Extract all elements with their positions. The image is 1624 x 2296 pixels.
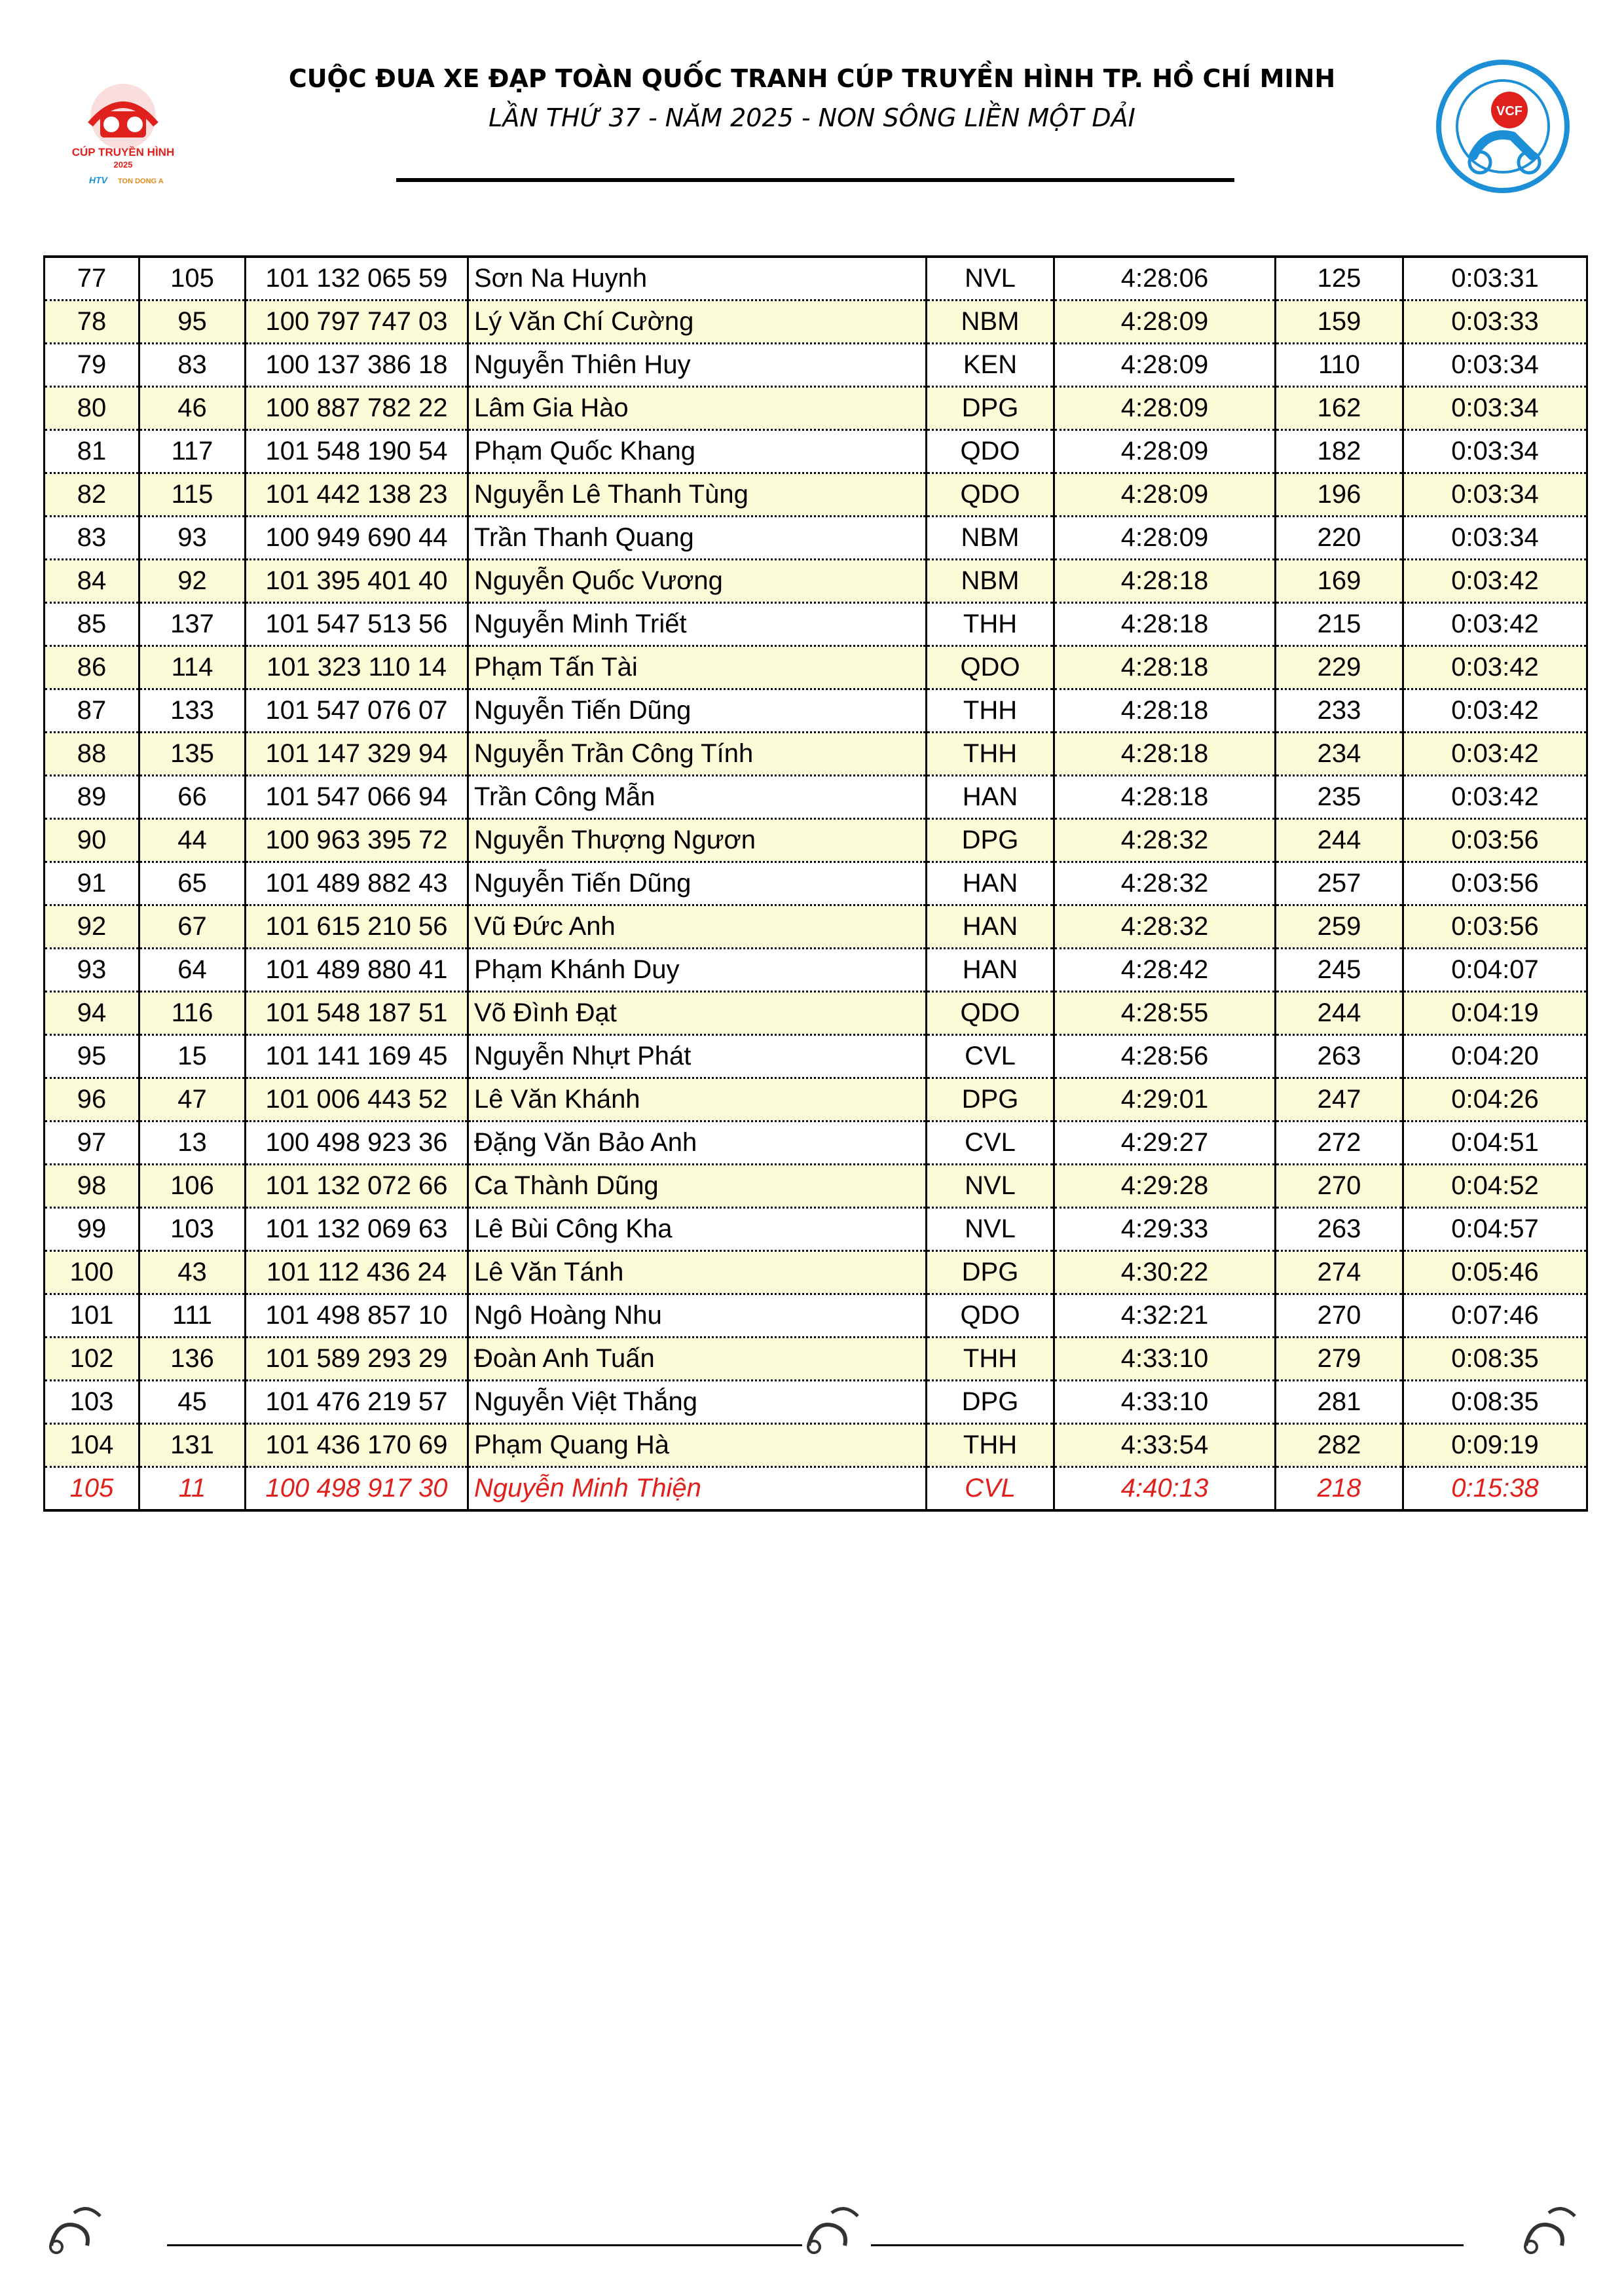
rider-name-cell: Đoàn Anh Tuấn bbox=[468, 1338, 927, 1381]
rider-name-cell: Lê Văn Tánh bbox=[468, 1251, 927, 1294]
points-cell: 270 bbox=[1276, 1294, 1403, 1338]
gap-cell: 0:04:26 bbox=[1403, 1078, 1587, 1121]
table-row bbox=[45, 1338, 1587, 1381]
bib-cell: 83 bbox=[139, 344, 246, 387]
rider-name-cell: Vũ Đức Anh bbox=[468, 905, 927, 949]
rank-cell: 85 bbox=[45, 603, 139, 646]
rank-cell: 89 bbox=[45, 776, 139, 819]
points-cell: 282 bbox=[1276, 1424, 1403, 1467]
rank-cell: 77 bbox=[45, 257, 139, 301]
svg-text:TON DONG A: TON DONG A bbox=[118, 177, 164, 185]
points-cell: 162 bbox=[1276, 387, 1403, 430]
uci-id-cell: 101 132 069 63 bbox=[246, 1208, 468, 1251]
gap-cell: 0:04:07 bbox=[1403, 949, 1587, 992]
team-cell: QDO bbox=[927, 992, 1054, 1035]
table-row bbox=[45, 301, 1587, 344]
team-cell: THH bbox=[927, 1338, 1054, 1381]
cup-truyen-hinh-logo bbox=[71, 79, 175, 190]
uci-id-cell: 101 132 072 66 bbox=[246, 1165, 468, 1208]
gap-cell: 0:08:35 bbox=[1403, 1338, 1587, 1381]
rank-cell: 99 bbox=[45, 1208, 139, 1251]
rider-name-cell: Ca Thành Dũng bbox=[468, 1165, 927, 1208]
table-row bbox=[45, 344, 1587, 387]
svg-text:CÚP TRUYỀN HÌNH: CÚP TRUYỀN HÌNH bbox=[71, 146, 175, 158]
team-cell: DPG bbox=[927, 819, 1054, 862]
team-cell: NBM bbox=[927, 301, 1054, 344]
team-cell: CVL bbox=[927, 1035, 1054, 1078]
time-cell: 4:28:18 bbox=[1054, 646, 1276, 689]
rider-name-cell: Võ Đình Đạt bbox=[468, 992, 927, 1035]
bib-cell: 15 bbox=[139, 1035, 246, 1078]
points-cell: 234 bbox=[1276, 733, 1403, 776]
uci-id-cell: 101 489 880 41 bbox=[246, 949, 468, 992]
team-cell: NBM bbox=[927, 517, 1054, 560]
table-row bbox=[45, 1035, 1587, 1078]
bib-cell: 11 bbox=[139, 1467, 246, 1511]
table-row bbox=[45, 1294, 1587, 1338]
bib-cell: 46 bbox=[139, 387, 246, 430]
table-row bbox=[45, 1424, 1587, 1467]
table-row bbox=[45, 603, 1587, 646]
points-cell: 244 bbox=[1276, 819, 1403, 862]
table-row bbox=[45, 517, 1587, 560]
gap-cell: 0:03:34 bbox=[1403, 473, 1587, 517]
rank-cell: 84 bbox=[45, 560, 139, 603]
rider-name-cell: Phạm Quang Hà bbox=[468, 1424, 927, 1467]
team-cell: THH bbox=[927, 603, 1054, 646]
table-row bbox=[45, 387, 1587, 430]
team-cell: DPG bbox=[927, 1251, 1054, 1294]
cyclist-mark-icon bbox=[796, 2200, 868, 2259]
time-cell: 4:33:10 bbox=[1054, 1381, 1276, 1424]
time-cell: 4:28:32 bbox=[1054, 905, 1276, 949]
bib-cell: 95 bbox=[139, 301, 246, 344]
bib-cell: 65 bbox=[139, 862, 246, 905]
bib-cell: 45 bbox=[139, 1381, 246, 1424]
rank-cell: 96 bbox=[45, 1078, 139, 1121]
rider-name-cell: Nguyễn Tiến Dũng bbox=[468, 689, 927, 733]
points-cell: 220 bbox=[1276, 517, 1403, 560]
gap-cell: 0:08:35 bbox=[1403, 1381, 1587, 1424]
time-cell: 4:28:55 bbox=[1054, 992, 1276, 1035]
rank-cell: 91 bbox=[45, 862, 139, 905]
uci-id-cell: 101 006 443 52 bbox=[246, 1078, 468, 1121]
uci-id-cell: 101 141 169 45 bbox=[246, 1035, 468, 1078]
points-cell: 270 bbox=[1276, 1165, 1403, 1208]
rank-cell: 80 bbox=[45, 387, 139, 430]
time-cell: 4:33:10 bbox=[1054, 1338, 1276, 1381]
rider-name-cell: Phạm Quốc Khang bbox=[468, 430, 927, 473]
table-row bbox=[45, 819, 1587, 862]
points-cell: 244 bbox=[1276, 992, 1403, 1035]
uci-id-cell: 101 132 065 59 bbox=[246, 257, 468, 301]
gap-cell: 0:04:57 bbox=[1403, 1208, 1587, 1251]
gap-cell: 0:04:52 bbox=[1403, 1165, 1587, 1208]
time-cell: 4:28:09 bbox=[1054, 301, 1276, 344]
team-cell: THH bbox=[927, 733, 1054, 776]
bib-cell: 137 bbox=[139, 603, 246, 646]
bib-cell: 111 bbox=[139, 1294, 246, 1338]
gap-cell: 0:03:42 bbox=[1403, 776, 1587, 819]
time-cell: 4:28:42 bbox=[1054, 949, 1276, 992]
team-cell: HAN bbox=[927, 949, 1054, 992]
svg-text:2025: 2025 bbox=[113, 160, 133, 170]
bib-cell: 47 bbox=[139, 1078, 246, 1121]
rider-name-cell: Trần Thanh Quang bbox=[468, 517, 927, 560]
points-cell: 110 bbox=[1276, 344, 1403, 387]
points-cell: 272 bbox=[1276, 1121, 1403, 1165]
table-row bbox=[45, 473, 1587, 517]
rank-cell: 93 bbox=[45, 949, 139, 992]
rider-name-cell: Nguyễn Lê Thanh Tùng bbox=[468, 473, 927, 517]
svg-text:HTV: HTV bbox=[89, 175, 107, 185]
time-cell: 4:28:09 bbox=[1054, 387, 1276, 430]
table-row bbox=[45, 1165, 1587, 1208]
gap-cell: 0:03:33 bbox=[1403, 301, 1587, 344]
rider-name-cell: Nguyễn Quốc Vương bbox=[468, 560, 927, 603]
table-row bbox=[45, 1078, 1587, 1121]
table-row bbox=[45, 1251, 1587, 1294]
uci-id-cell: 100 797 747 03 bbox=[246, 301, 468, 344]
time-cell: 4:28:09 bbox=[1054, 344, 1276, 387]
rank-cell: 78 bbox=[45, 301, 139, 344]
bib-cell: 135 bbox=[139, 733, 246, 776]
time-cell: 4:29:27 bbox=[1054, 1121, 1276, 1165]
rank-cell: 86 bbox=[45, 646, 139, 689]
uci-id-cell: 100 963 395 72 bbox=[246, 819, 468, 862]
team-cell: QDO bbox=[927, 473, 1054, 517]
gap-cell: 0:03:42 bbox=[1403, 646, 1587, 689]
gap-cell: 0:03:42 bbox=[1403, 689, 1587, 733]
uci-id-cell: 100 887 782 22 bbox=[246, 387, 468, 430]
bib-cell: 44 bbox=[139, 819, 246, 862]
rank-cell: 100 bbox=[45, 1251, 139, 1294]
points-cell: 182 bbox=[1276, 430, 1403, 473]
page-footer bbox=[0, 2174, 1624, 2265]
bib-cell: 67 bbox=[139, 905, 246, 949]
table-row bbox=[45, 776, 1587, 819]
rider-name-cell: Nguyễn Thiên Huy bbox=[468, 344, 927, 387]
gap-cell: 0:03:56 bbox=[1403, 905, 1587, 949]
rider-name-cell: Lâm Gia Hào bbox=[468, 387, 927, 430]
rank-cell: 102 bbox=[45, 1338, 139, 1381]
points-cell: 229 bbox=[1276, 646, 1403, 689]
table-row bbox=[45, 689, 1587, 733]
gap-cell: 0:05:46 bbox=[1403, 1251, 1587, 1294]
team-cell: HAN bbox=[927, 905, 1054, 949]
rank-cell: 92 bbox=[45, 905, 139, 949]
table-row bbox=[45, 905, 1587, 949]
table-row bbox=[45, 646, 1587, 689]
team-cell: KEN bbox=[927, 344, 1054, 387]
uci-id-cell: 101 548 187 51 bbox=[246, 992, 468, 1035]
uci-id-cell: 101 547 513 56 bbox=[246, 603, 468, 646]
gap-cell: 0:04:51 bbox=[1403, 1121, 1587, 1165]
uci-id-cell: 101 547 066 94 bbox=[246, 776, 468, 819]
results-table bbox=[43, 255, 1588, 1512]
vcf-logo bbox=[1434, 58, 1572, 195]
points-cell: 247 bbox=[1276, 1078, 1403, 1121]
time-cell: 4:28:09 bbox=[1054, 430, 1276, 473]
table-row bbox=[45, 862, 1587, 905]
points-cell: 233 bbox=[1276, 689, 1403, 733]
uci-id-cell: 101 395 401 40 bbox=[246, 560, 468, 603]
bib-cell: 131 bbox=[139, 1424, 246, 1467]
points-cell: 125 bbox=[1276, 257, 1403, 301]
bib-cell: 106 bbox=[139, 1165, 246, 1208]
uci-id-cell: 100 949 690 44 bbox=[246, 517, 468, 560]
rider-name-cell: Lê Văn Khánh bbox=[468, 1078, 927, 1121]
rank-cell: 81 bbox=[45, 430, 139, 473]
team-cell: NVL bbox=[927, 257, 1054, 301]
rank-cell: 79 bbox=[45, 344, 139, 387]
rank-cell: 103 bbox=[45, 1381, 139, 1424]
time-cell: 4:33:54 bbox=[1054, 1424, 1276, 1467]
team-cell: CVL bbox=[927, 1467, 1054, 1511]
team-cell: QDO bbox=[927, 430, 1054, 473]
uci-id-cell: 101 498 857 10 bbox=[246, 1294, 468, 1338]
bib-cell: 93 bbox=[139, 517, 246, 560]
bib-cell: 13 bbox=[139, 1121, 246, 1165]
table-row bbox=[45, 992, 1587, 1035]
gap-cell: 0:03:34 bbox=[1403, 387, 1587, 430]
gap-cell: 0:03:56 bbox=[1403, 819, 1587, 862]
rider-name-cell: Nguyễn Trần Công Tính bbox=[468, 733, 927, 776]
bib-cell: 103 bbox=[139, 1208, 246, 1251]
team-cell: DPG bbox=[927, 1078, 1054, 1121]
rider-name-cell: Đặng Văn Bảo Anh bbox=[468, 1121, 927, 1165]
team-cell: NVL bbox=[927, 1165, 1054, 1208]
rider-name-cell: Ngô Hoàng Nhu bbox=[468, 1294, 927, 1338]
uci-id-cell: 101 476 219 57 bbox=[246, 1381, 468, 1424]
rider-name-cell: Lý Văn Chí Cường bbox=[468, 301, 927, 344]
gap-cell: 0:03:34 bbox=[1403, 344, 1587, 387]
bib-cell: 64 bbox=[139, 949, 246, 992]
uci-id-cell: 101 112 436 24 bbox=[246, 1251, 468, 1294]
title-underline bbox=[396, 178, 1234, 182]
bib-cell: 116 bbox=[139, 992, 246, 1035]
rank-cell: 97 bbox=[45, 1121, 139, 1165]
gap-cell: 0:09:19 bbox=[1403, 1424, 1587, 1467]
points-cell: 263 bbox=[1276, 1208, 1403, 1251]
cyclist-mark-icon bbox=[1513, 2200, 1585, 2259]
team-cell: DPG bbox=[927, 1381, 1054, 1424]
bib-cell: 136 bbox=[139, 1338, 246, 1381]
points-cell: 257 bbox=[1276, 862, 1403, 905]
bib-cell: 117 bbox=[139, 430, 246, 473]
rider-name-cell: Phạm Tấn Tài bbox=[468, 646, 927, 689]
gap-cell: 0:03:42 bbox=[1403, 733, 1587, 776]
team-cell: HAN bbox=[927, 776, 1054, 819]
table-row bbox=[45, 430, 1587, 473]
points-cell: 159 bbox=[1276, 301, 1403, 344]
uci-id-cell: 101 547 076 07 bbox=[246, 689, 468, 733]
rank-cell: 98 bbox=[45, 1165, 139, 1208]
time-cell: 4:28:06 bbox=[1054, 257, 1276, 301]
points-cell: 279 bbox=[1276, 1338, 1403, 1381]
table-row bbox=[45, 257, 1587, 301]
team-cell: THH bbox=[927, 1424, 1054, 1467]
rider-name-cell: Nguyễn Nhựt Phát bbox=[468, 1035, 927, 1078]
gap-cell: 0:04:19 bbox=[1403, 992, 1587, 1035]
team-cell: QDO bbox=[927, 1294, 1054, 1338]
time-cell: 4:40:13 bbox=[1054, 1467, 1276, 1511]
rider-name-cell: Lê Bùi Công Kha bbox=[468, 1208, 927, 1251]
table-row bbox=[45, 949, 1587, 992]
gap-cell: 0:03:31 bbox=[1403, 257, 1587, 301]
table-row bbox=[45, 733, 1587, 776]
time-cell: 4:28:09 bbox=[1054, 473, 1276, 517]
footer-signature-line-right bbox=[871, 2244, 1464, 2246]
table-row bbox=[45, 1467, 1587, 1511]
points-cell: 263 bbox=[1276, 1035, 1403, 1078]
uci-id-cell: 101 489 882 43 bbox=[246, 862, 468, 905]
gap-cell: 0:07:46 bbox=[1403, 1294, 1587, 1338]
time-cell: 4:28:18 bbox=[1054, 733, 1276, 776]
rank-cell: 87 bbox=[45, 689, 139, 733]
gap-cell: 0:04:20 bbox=[1403, 1035, 1587, 1078]
uci-id-cell: 101 615 210 56 bbox=[246, 905, 468, 949]
rank-cell: 105 bbox=[45, 1467, 139, 1511]
table-row bbox=[45, 1381, 1587, 1424]
team-cell: DPG bbox=[927, 387, 1054, 430]
gap-cell: 0:03:34 bbox=[1403, 517, 1587, 560]
team-cell: NVL bbox=[927, 1208, 1054, 1251]
rank-cell: 82 bbox=[45, 473, 139, 517]
uci-id-cell: 101 436 170 69 bbox=[246, 1424, 468, 1467]
page-header bbox=[0, 0, 1624, 210]
time-cell: 4:28:18 bbox=[1054, 689, 1276, 733]
rank-cell: 90 bbox=[45, 819, 139, 862]
points-cell: 259 bbox=[1276, 905, 1403, 949]
uci-id-cell: 101 147 329 94 bbox=[246, 733, 468, 776]
time-cell: 4:32:21 bbox=[1054, 1294, 1276, 1338]
time-cell: 4:28:18 bbox=[1054, 603, 1276, 646]
rank-cell: 88 bbox=[45, 733, 139, 776]
rider-name-cell: Nguyễn Việt Thắng bbox=[468, 1381, 927, 1424]
rider-name-cell: Phạm Khánh Duy bbox=[468, 949, 927, 992]
svg-text:VCF: VCF bbox=[1496, 104, 1522, 118]
time-cell: 4:29:01 bbox=[1054, 1078, 1276, 1121]
time-cell: 4:29:33 bbox=[1054, 1208, 1276, 1251]
points-cell: 235 bbox=[1276, 776, 1403, 819]
rank-cell: 101 bbox=[45, 1294, 139, 1338]
uci-id-cell: 101 323 110 14 bbox=[246, 646, 468, 689]
time-cell: 4:28:18 bbox=[1054, 560, 1276, 603]
bib-cell: 114 bbox=[139, 646, 246, 689]
page-title: CUỘC ĐUA XE ĐẠP TOÀN QUỐC TRANH CÚP TRUYỀN HÌNH TP. HỒ CHÍ MINH bbox=[288, 64, 1336, 93]
time-cell: 4:28:09 bbox=[1054, 517, 1276, 560]
time-cell: 4:30:22 bbox=[1054, 1251, 1276, 1294]
bib-cell: 133 bbox=[139, 689, 246, 733]
rider-name-cell: Sơn Na Huynh bbox=[468, 257, 927, 301]
rider-name-cell: Nguyễn Minh Triết bbox=[468, 603, 927, 646]
time-cell: 4:29:28 bbox=[1054, 1165, 1276, 1208]
gap-cell: 0:03:34 bbox=[1403, 430, 1587, 473]
points-cell: 281 bbox=[1276, 1381, 1403, 1424]
bib-cell: 115 bbox=[139, 473, 246, 517]
gap-cell: 0:03:42 bbox=[1403, 603, 1587, 646]
bib-cell: 105 bbox=[139, 257, 246, 301]
gap-cell: 0:15:38 bbox=[1403, 1467, 1587, 1511]
points-cell: 245 bbox=[1276, 949, 1403, 992]
gap-cell: 0:03:56 bbox=[1403, 862, 1587, 905]
rider-name-cell: Nguyễn Tiến Dũng bbox=[468, 862, 927, 905]
rider-name-cell: Nguyễn Minh Thiện bbox=[468, 1467, 927, 1511]
cyclist-mark-icon bbox=[38, 2200, 110, 2259]
rank-cell: 104 bbox=[45, 1424, 139, 1467]
uci-id-cell: 101 548 190 54 bbox=[246, 430, 468, 473]
team-cell: THH bbox=[927, 689, 1054, 733]
team-cell: QDO bbox=[927, 646, 1054, 689]
uci-id-cell: 101 442 138 23 bbox=[246, 473, 468, 517]
table-row bbox=[45, 1208, 1587, 1251]
table-row bbox=[45, 1121, 1587, 1165]
time-cell: 4:28:32 bbox=[1054, 862, 1276, 905]
rider-name-cell: Nguyễn Thượng Ngươn bbox=[468, 819, 927, 862]
time-cell: 4:28:18 bbox=[1054, 776, 1276, 819]
bib-cell: 92 bbox=[139, 560, 246, 603]
time-cell: 4:28:56 bbox=[1054, 1035, 1276, 1078]
uci-id-cell: 100 137 386 18 bbox=[246, 344, 468, 387]
table-row bbox=[45, 560, 1587, 603]
rank-cell: 83 bbox=[45, 517, 139, 560]
time-cell: 4:28:32 bbox=[1054, 819, 1276, 862]
gap-cell: 0:03:42 bbox=[1403, 560, 1587, 603]
team-cell: NBM bbox=[927, 560, 1054, 603]
rider-name-cell: Trần Công Mẫn bbox=[468, 776, 927, 819]
uci-id-cell: 100 498 923 36 bbox=[246, 1121, 468, 1165]
team-cell: CVL bbox=[927, 1121, 1054, 1165]
bib-cell: 43 bbox=[139, 1251, 246, 1294]
results-body bbox=[45, 257, 1587, 1510]
bib-cell: 66 bbox=[139, 776, 246, 819]
team-cell: HAN bbox=[927, 862, 1054, 905]
page-subtitle: LẦN THỨ 37 - NĂM 2025 - NON SÔNG LIỀN MỘT DẢI bbox=[489, 103, 1135, 132]
rank-cell: 95 bbox=[45, 1035, 139, 1078]
uci-id-cell: 101 589 293 29 bbox=[246, 1338, 468, 1381]
points-cell: 218 bbox=[1276, 1467, 1403, 1511]
points-cell: 169 bbox=[1276, 560, 1403, 603]
rank-cell: 94 bbox=[45, 992, 139, 1035]
footer-signature-line-left bbox=[167, 2244, 802, 2246]
points-cell: 274 bbox=[1276, 1251, 1403, 1294]
points-cell: 196 bbox=[1276, 473, 1403, 517]
uci-id-cell: 100 498 917 30 bbox=[246, 1467, 468, 1511]
points-cell: 215 bbox=[1276, 603, 1403, 646]
